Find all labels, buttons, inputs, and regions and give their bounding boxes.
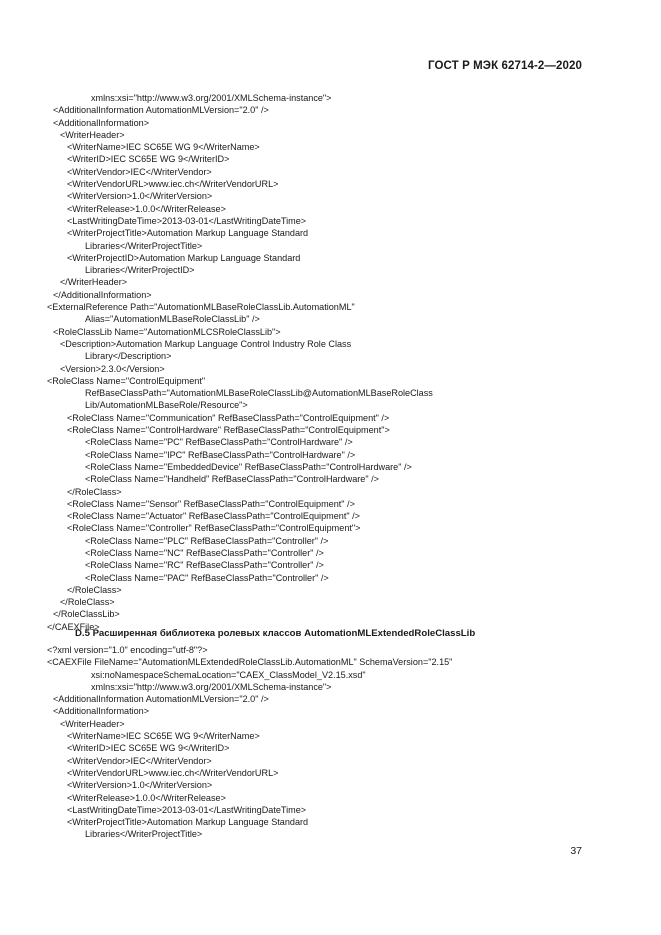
code-line: <AdditionalInformation> [53, 117, 150, 128]
code-line: <RoleClass Name="PAC" RefBaseClassPath="Controller" /> [85, 572, 329, 583]
code-line: <WriterRelease>1.0.0</WriterRelease> [67, 203, 226, 214]
code-line: <RoleClass Name="RC" RefBaseClassPath="Controller" /> [85, 560, 324, 571]
code-line: <Description>Automation Markup Language Control Industry Role Class [60, 338, 352, 349]
code-line: <WriterVersion>1.0</WriterVersion> [67, 191, 213, 202]
code-line: <WriterProjectTitle>Automation Markup Language Standard [67, 817, 309, 828]
code-line: Library</Description> [85, 351, 172, 362]
code-line: Libraries</WriterProjectTitle> [85, 240, 203, 251]
code-line: xmlns:xsi="http://www.w3.org/2001/XMLSchema-instance"> [91, 681, 332, 692]
code-line: <RoleClass Name="ControlHardware" RefBaseClassPath="ControlEquipment"> [67, 425, 390, 436]
code-line: </AdditionalInformation> [53, 289, 152, 300]
code-line: </RoleClassLib> [53, 609, 120, 620]
code-line: <WriterName>IEC SC65E WG 9</WriterName> [67, 731, 260, 742]
code-line: Libraries</WriterProjectTitle> [85, 829, 203, 840]
code-line: <AdditionalInformation AutomationMLVersion="2.0" /> [53, 694, 269, 705]
code-line: </RoleClass> [60, 597, 115, 608]
xml-code-listing-1 [47, 92, 607, 633]
code-line: <LastWritingDateTime>2013-03-01</LastWritingDateTime> [67, 215, 307, 226]
code-line: <WriterVendorURL>www.iec.ch</WriterVendorURL> [67, 179, 279, 190]
code-line: Libraries</WriterProjectID> [85, 265, 195, 276]
code-line: <WriterHeader> [60, 718, 125, 729]
code-line: <WriterVersion>1.0</WriterVersion> [67, 780, 213, 791]
code-line: <Version>2.3.0</Version> [60, 363, 165, 374]
code-line: <RoleClass Name="NC" RefBaseClassPath="Controller" /> [85, 547, 324, 558]
code-line: <RoleClass Name="Handheld" RefBaseClassPath="ControlHardware" /> [85, 474, 379, 485]
code-line: <RoleClass Name="EmbeddedDevice" RefBaseClassPath="ControlHardware" /> [85, 461, 412, 472]
code-line: <WriterVendor>IEC</WriterVendor> [67, 755, 212, 766]
code-line: <WriterRelease>1.0.0</WriterRelease> [67, 792, 226, 803]
xml-code-listing-2 [47, 644, 607, 841]
document-standard-header: ГОСТ Р МЭК 62714-2—2020 [428, 60, 582, 72]
code-line: <CAEXFile FileName="AutomationMLExtendedRoleClassLib.AutomationML" SchemaVersion="2.15" [47, 657, 453, 668]
code-line: <RoleClass Name="IPC" RefBaseClassPath="ControlHardware" /> [85, 449, 356, 460]
code-line: <WriterProjectTitle>Automation Markup Language Standard [67, 228, 309, 239]
code-line: <WriterVendor>IEC</WriterVendor> [67, 166, 212, 177]
code-line: <?xml version="1.0" encoding="utf-8"?> [47, 645, 208, 655]
code-line: Lib/AutomationMLBaseRole/Resource"> [85, 400, 248, 411]
code-line: <WriterVendorURL>www.iec.ch</WriterVendorURL> [67, 767, 279, 778]
code-line: <WriterID>IEC SC65E WG 9</WriterID> [67, 154, 230, 165]
section-heading-d5: D.5 Расширенная библиотека ролевых классов AutomationMLExtendedRoleClassLib [75, 628, 476, 639]
code-line: <RoleClass Name="PC" RefBaseClassPath="ControlHardware" /> [85, 437, 353, 448]
code-line: xsi:noNamespaceSchemaLocation="CAEX_ClassModel_V2.15.xsd" [91, 669, 366, 680]
code-line: </RoleClass> [67, 486, 122, 497]
code-line: <AdditionalInformation AutomationMLVersion="2.0" /> [53, 105, 269, 116]
code-line: xmlns:xsi="http://www.w3.org/2001/XMLSchema-instance"> [91, 93, 332, 103]
code-line: <WriterName>IEC SC65E WG 9</WriterName> [67, 142, 260, 153]
code-line: <RoleClass Name="Controller" RefBaseClassPath="ControlEquipment"> [67, 523, 361, 534]
code-line: <RoleClass Name="Actuator" RefBaseClassPath="ControlEquipment" /> [67, 511, 360, 522]
code-line: </RoleClass> [67, 584, 122, 595]
page-number: 37 [570, 845, 582, 857]
code-line: </CAEXFile> [47, 621, 100, 632]
code-line: RefBaseClassPath="AutomationMLBaseRoleClassLib@AutomationMLBaseRoleClass [85, 388, 433, 399]
code-line: <AdditionalInformation> [53, 706, 150, 717]
code-line: <WriterHeader> [60, 129, 125, 140]
code-line: <RoleClass Name="PLC" RefBaseClassPath="Controller" /> [85, 535, 329, 546]
code-line: <RoleClassLib Name="AutomationMLCSRoleClassLib"> [53, 326, 281, 337]
code-line: <RoleClass Name="Sensor" RefBaseClassPath="ControlEquipment" /> [67, 498, 355, 509]
code-line: <RoleClass Name="Communication" RefBaseClassPath="ControlEquipment" /> [67, 412, 390, 423]
code-line: Alias="AutomationMLBaseRoleClassLib" /> [85, 314, 260, 325]
code-line: <RoleClass Name="ControlEquipment" [47, 375, 206, 386]
code-line: <ExternalReference Path="AutomationMLBaseRoleClassLib.AutomationML" [47, 302, 355, 313]
code-line: </WriterHeader> [60, 277, 128, 288]
code-line: <WriterID>IEC SC65E WG 9</WriterID> [67, 743, 230, 754]
code-line: <WriterProjectID>Automation Markup Language Standard [67, 252, 301, 263]
code-line: <LastWritingDateTime>2013-03-01</LastWritingDateTime> [67, 804, 307, 815]
